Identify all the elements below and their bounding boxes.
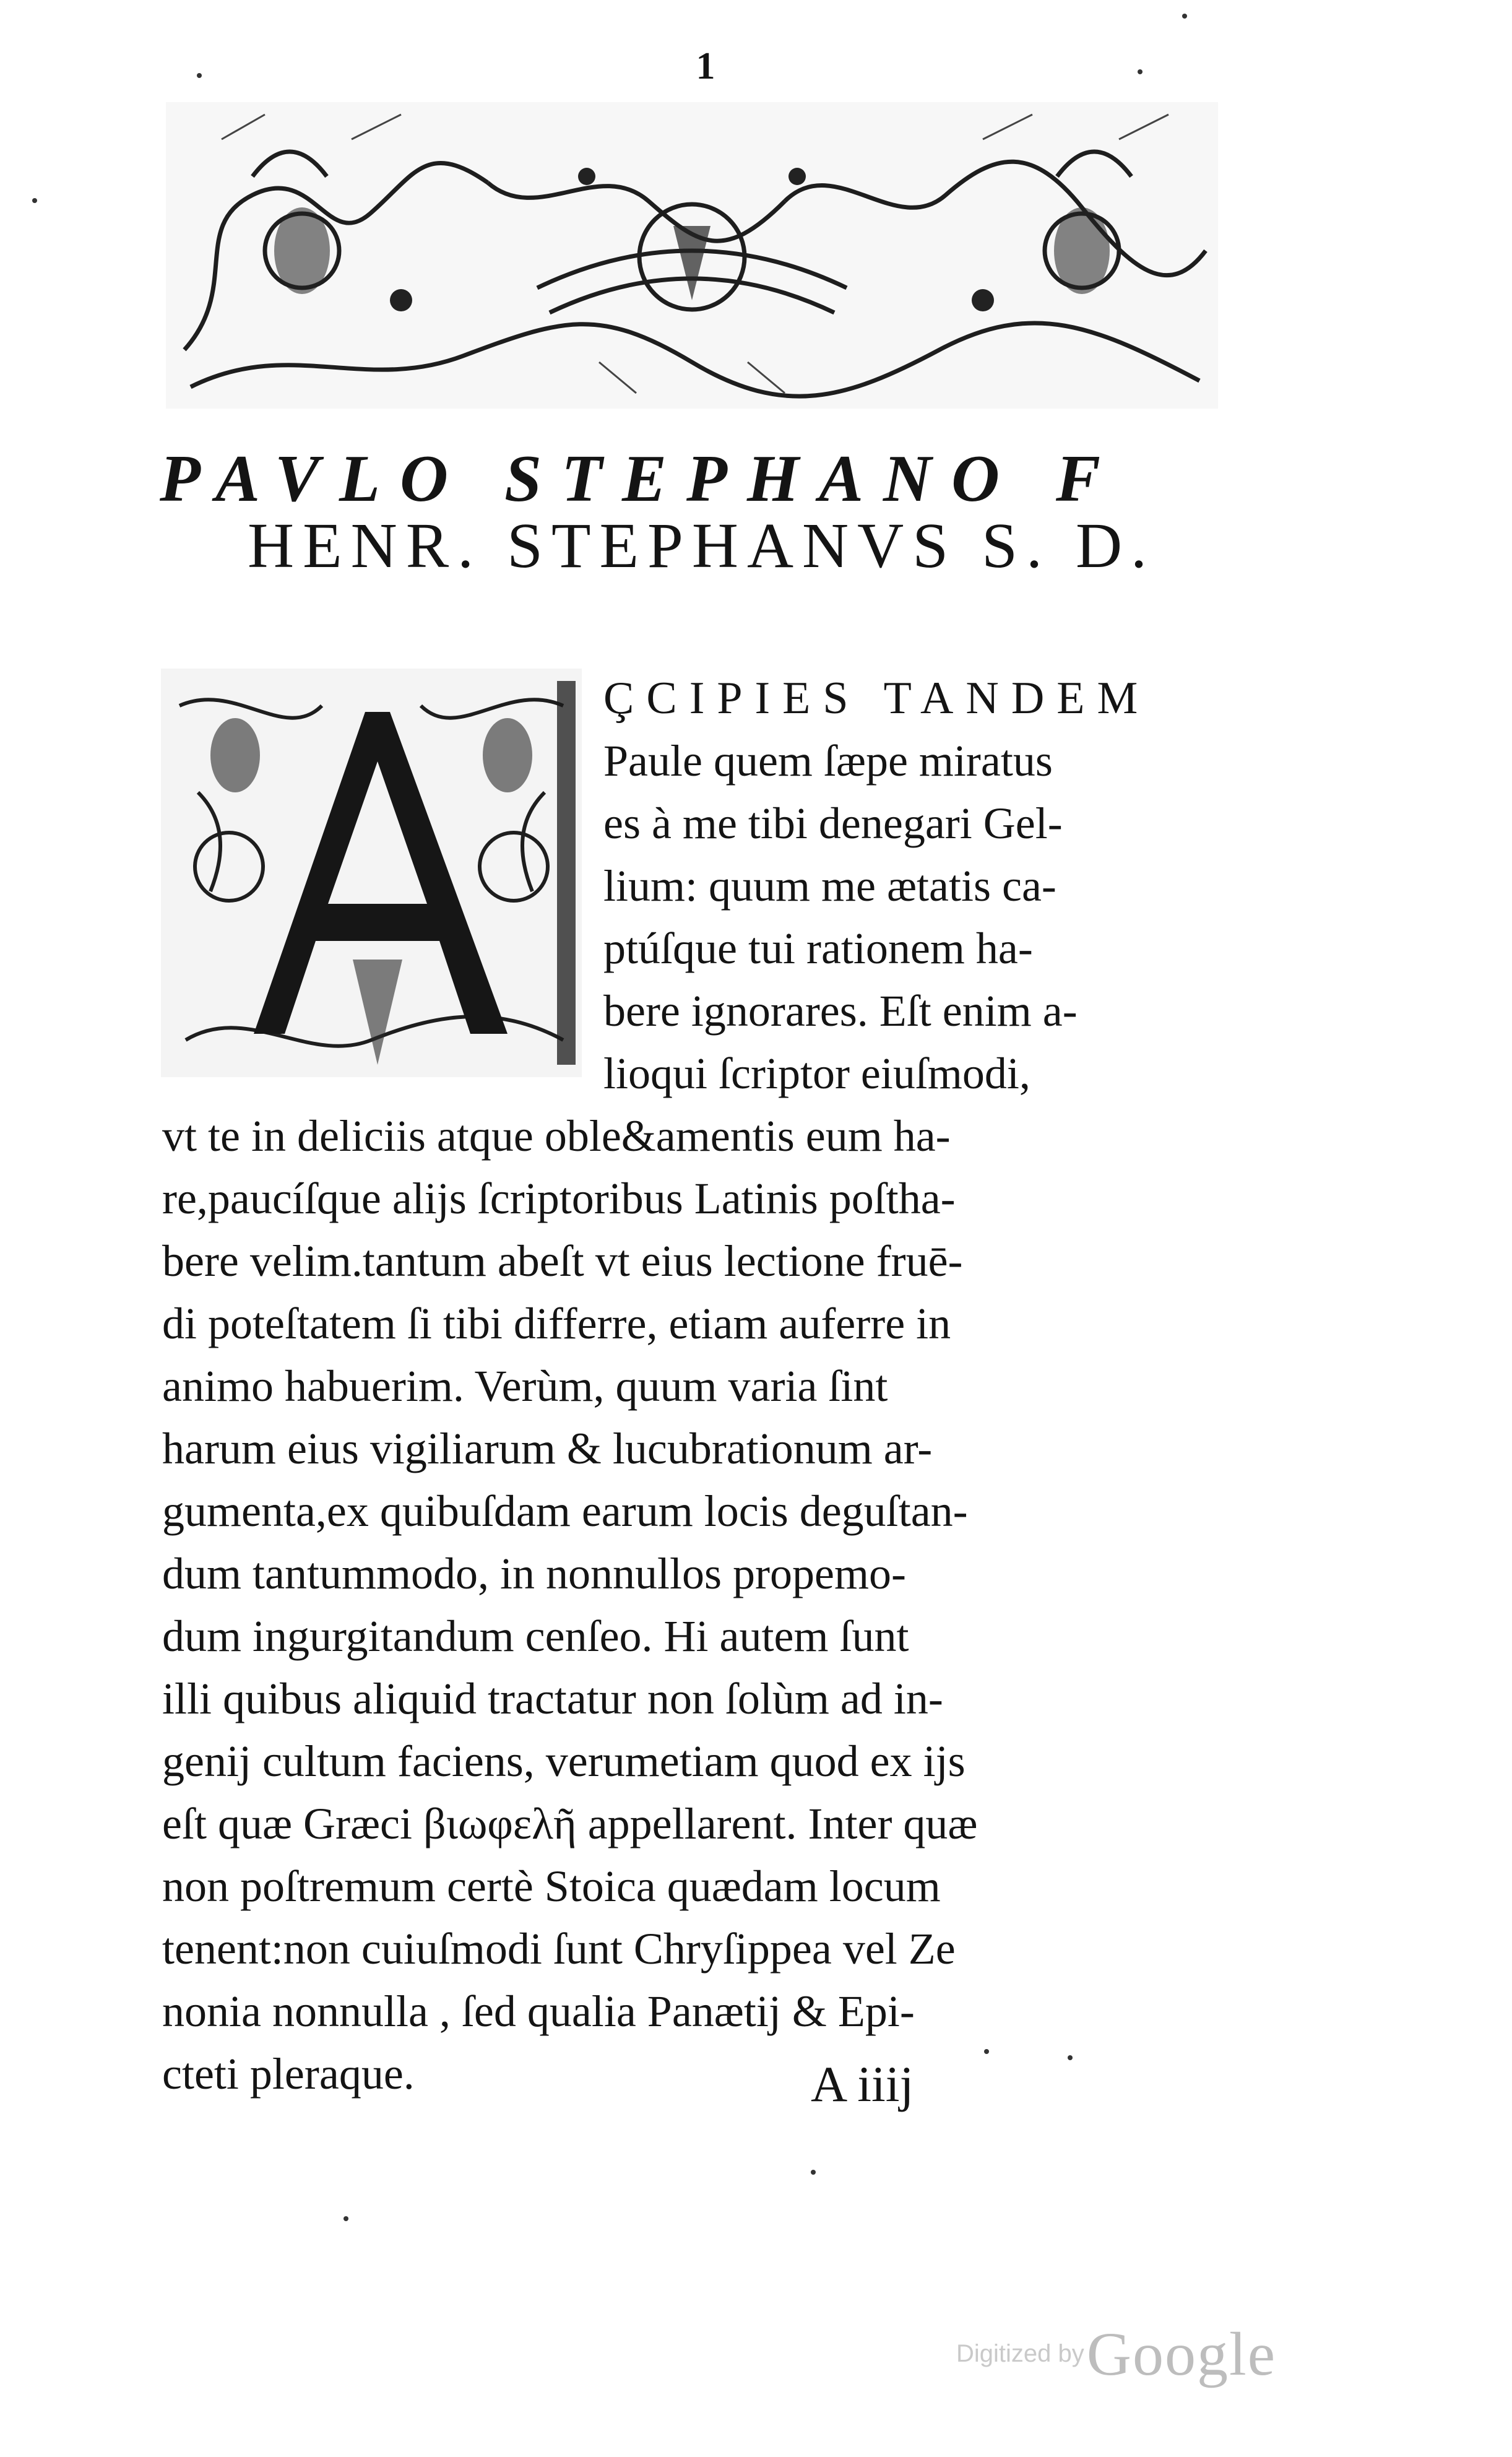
text-line: es à me tibi denegari Gel-	[603, 799, 1063, 848]
text-line: bere ignorares. Eſt enim a-	[603, 986, 1078, 1036]
ink-speck	[32, 198, 37, 203]
ink-speck	[197, 73, 202, 78]
text-line: ÇCIPIES TANDEM	[603, 673, 1151, 724]
body-text	[162, 1105, 1220, 2105]
ink-speck	[811, 2170, 816, 2175]
text-line: cteti pleraque.	[162, 2049, 415, 2099]
decorated-initial-a	[161, 669, 582, 1077]
ink-speck	[1182, 14, 1187, 19]
ornamental-headpiece	[166, 102, 1218, 409]
signature-mark: A iiij	[811, 2056, 914, 2112]
text-line: animo habuerim. Verùm, quum varia ſint	[162, 1361, 888, 1411]
text-line: lioqui ſcriptor eiuſmodi,	[603, 1049, 1030, 1098]
text-line: bere velim.tantum abeſt vt eius lectione fruē-	[162, 1236, 963, 1286]
text-line: dum tantummodo, in nonnullos propemo-	[162, 1549, 906, 1598]
text-line: ptúſque tui rationem ha-	[603, 924, 1033, 973]
text-line: Paule quem ſæpe miratus	[603, 736, 1053, 786]
text-line: lium: quum me ætatis ca-	[603, 861, 1056, 911]
text-line: gumenta,ex quibuſdam earum locis deguſtan-	[162, 1486, 968, 1536]
text-line: dum ingurgitandum cenſeo. Hi autem ſunt	[162, 1611, 909, 1661]
text-line: non poſtremum certè Stoica quædam locum	[162, 1861, 941, 1911]
text-line: nonia nonnulla , ſed qualia Panætij & Epi-	[162, 1987, 915, 2036]
text-line: genij cultum faciens, verumetiam quod ex ijs	[162, 1736, 966, 1786]
page-number: 1	[696, 45, 715, 87]
watermark-digitized-label: Digitized by	[956, 2340, 1084, 2367]
text-line: tenent:non cuiuſmodi ſunt Chryſippea vel Ze	[162, 1924, 956, 1974]
ink-speck	[984, 2049, 989, 2054]
body-text-opening	[603, 667, 1210, 1105]
text-line: eſt quæ Græci βιωφελῆ appellarent. Inter quæ	[162, 1799, 978, 1848]
text-line: re,paucíſque alijs ſcriptoribus Latinis poſtha-	[162, 1174, 956, 1223]
text-line: vt te in deliciis atque oble&amentis eum ha-	[162, 1111, 951, 1161]
text-line: illi quibus aliquid tractatur non ſolùm ad in-	[162, 1674, 943, 1723]
google-logo: Google	[1086, 2320, 1277, 2388]
text-line: di poteſtatem ſi tibi differre, etiam auferre in	[162, 1299, 951, 1348]
heading-dedicatee: PAVLO STEPHANO F	[160, 442, 1121, 516]
google-watermark	[956, 2318, 1278, 2386]
ink-speck	[1068, 2055, 1073, 2060]
ink-speck	[343, 2216, 348, 2221]
ink-speck	[1138, 69, 1143, 74]
heading-author: HENR. STEPHANVS S. D.	[248, 510, 1156, 581]
text-line: harum eius vigiliarum & lucubrationum ar-	[162, 1424, 933, 1473]
